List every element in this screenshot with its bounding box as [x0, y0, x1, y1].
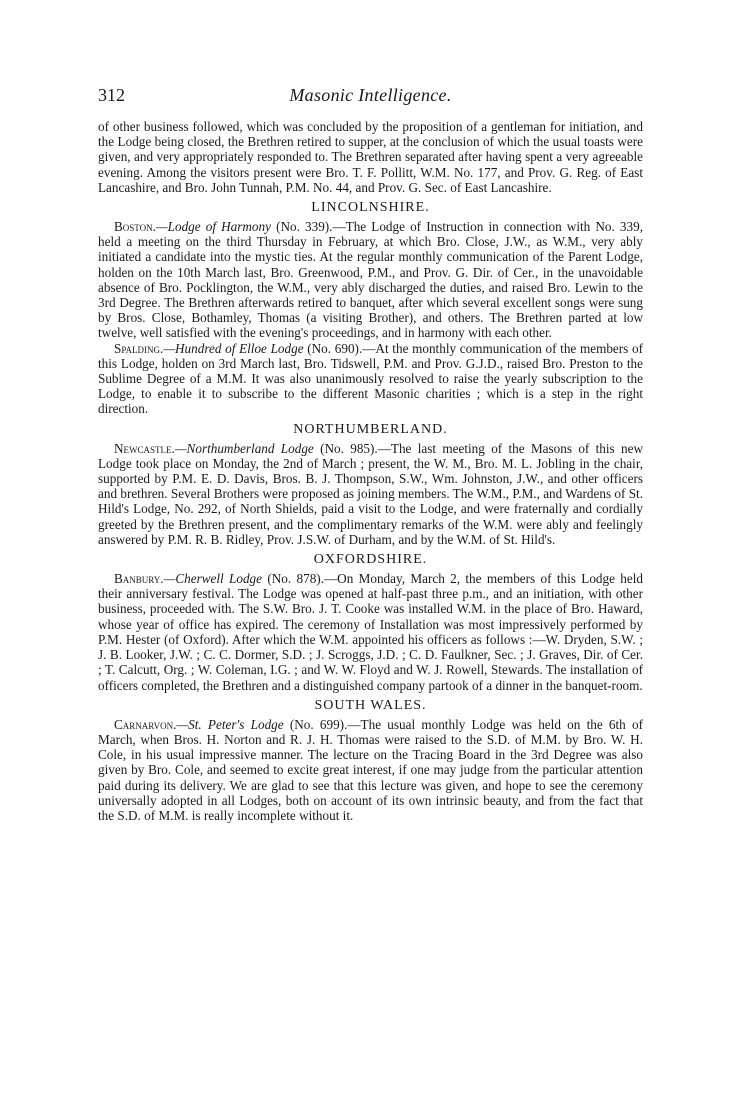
page-header	[98, 84, 643, 108]
section-heading-northumberland: NORTHUMBERLAND.	[293, 421, 448, 437]
article-body	[98, 119, 643, 823]
section-heading-oxfordshire: OXFORDSHIRE.	[313, 552, 428, 568]
report-text: (No. 699).—The usual monthly Lodge was held on the 6th of March, when Bros. H. Norton and R. J. H. Thomas were raised to the S.D. of M.M. by Bro. W. H. Cole, in his usual impressive manner. The lecture on the Tracing Board in the 3rd Degree was also given by Bro. Cole, and seemed to excite great interest, if one may judge from the particular attention paid during its delivery. We are glad to see that this lecture was given, and hope to see the ceremony universally adopted in all Lodges, both on account of its own intrinsic beauty, and from the fact that the S.D. of M.M. is really incomplete without it.	[98, 716, 643, 823]
report-carnarvon	[98, 717, 643, 823]
report-place: Banbury.	[114, 571, 164, 587]
report-newcastle	[98, 441, 643, 547]
running-title: Masonic Intelligence.	[289, 85, 452, 105]
report-boston	[98, 219, 643, 341]
report-lodge: —St. Peter's Lodge	[176, 716, 284, 732]
report-place: Spalding.	[114, 340, 164, 356]
section-heading-south-wales: SOUTH WALES.	[314, 697, 427, 713]
report-text: (No. 985).—The last meeting of the Masons of this new Lodge took place on Monday, the 2nd of March ; present, the W. M., Bro. M. L. Jobling in the chair, supported by P.M. E. D. Davis, Bros. B. J. Thompson, S.W., Wm. Johnston, J.W., and other officers and brethren. Several Brothers were proposed as joining members. The W.M., P.M., and Wardens of St. Hild's Lodge, No. 292, of North Shields, paid a visit to the Lodge, and were fraternally and cordially greeted by the Brethren present, and the complimentary remarks of the W.M. were ably and feelingly answered by P.M. R. B. Ridley, Prov. J.S.W. of Durham, and by the W.M. of St. Hild's.	[98, 440, 643, 547]
intro-paragraph: of other business followed, which was concluded by the proposition of a gentleman for initiation, and the Lodge being closed, the Brethren retired to supper, at the conclusion of which the usual toasts were given, and very appropriately responded to. The Brethren separated after having spent a very agreeable evening. Among the visitors present were Bro. T. F. Pollitt, W.M. No. 177, and Prov. G. Reg. of East Lancashire, and Bro. John Tunnah, P.M. No. 44, and Prov. G. Sec. of East Lancashire.	[98, 119, 643, 195]
page-number: 312	[98, 85, 125, 105]
report-place: Carnarvon.	[114, 716, 177, 732]
report-banbury	[98, 571, 643, 693]
section-heading-lincolnshire: LINCOLNSHIRE.	[311, 200, 430, 216]
report-text: (No. 339).—The Lodge of Instruction in connection with No. 339, held a meeting on the third Thursday in February, at which Bro. Close, J.W., as W.M., very ably initiated a candidate into the mystic ties. At the regular monthly communication of the Parent Lodge, holden on the 10th March last, Bro. Greenwood, P.M., and Prov. G. Dir. of Cer., in the unavoidable absence of Bro. Pocklington, the W.M., very ably discharged the duties, and raised Bro. Lewin to the 3rd Degree. The Brethren afterwards retired to banquet, after which several excellent songs were sung by Bros. Close, Bothamley, Thomas (a visiting Brother), and others. The Brethren parted at low twelve, well satisfied with the evening's proceedings, and in harmony with each other.	[98, 219, 643, 341]
report-text: (No. 690).—At the monthly communication of the members of this Lodge, holden on 3rd March last, Bro. Tidswell, P.M. and Prov. G.J.D., raised Bro. Preston to the Sublime Degree of a M.M. It was also unanimously resolved to raise the yearly subscription to the Lodge, to enable it to subscribe to the different Masonic charities ; which is a step in the right direction.	[98, 340, 643, 417]
report-text: (No. 878).—On Monday, March 2, the members of this Lodge held their anniversary festival. The Lodge was opened at half-past three p.m., and an initiation, with other business, proceeded with. The S.W. Bro. J. T. Cooke was installed W.M. in the place of Bro. Haward, whose year of office has expired. The ceremony of Installation was most impressively performed by P.M. Hester (of Oxford). After which the W.M. appointed his officers as follows :—W. Dryden, S.W. ; J. B. Looker, J.W. ; C. C. Dormer, S.D. ; J. Scroggs, J.D. ; C. D. Faulkner, Sec. ; J. Graves, Dir. of Cer. ; T. Calcutt, Org. ; W. Coleman, I.G. ; and W. W. Floyd and W. J. Rowell, Stewards. The installation of officers completed, the Brethren and a distinguished company partook of a dinner in the banquet-room.	[98, 571, 644, 693]
report-lodge: —Cherwell Lodge	[163, 571, 263, 587]
report-place: Newcastle.	[114, 440, 175, 456]
report-place: Boston.	[114, 219, 156, 235]
report-lodge: —Hundred of Elloe Lodge	[163, 340, 304, 356]
report-lodge: —Northumberland Lodge	[174, 440, 314, 456]
report-spalding	[98, 341, 643, 417]
report-lodge: —Lodge of Harmony	[155, 219, 271, 235]
